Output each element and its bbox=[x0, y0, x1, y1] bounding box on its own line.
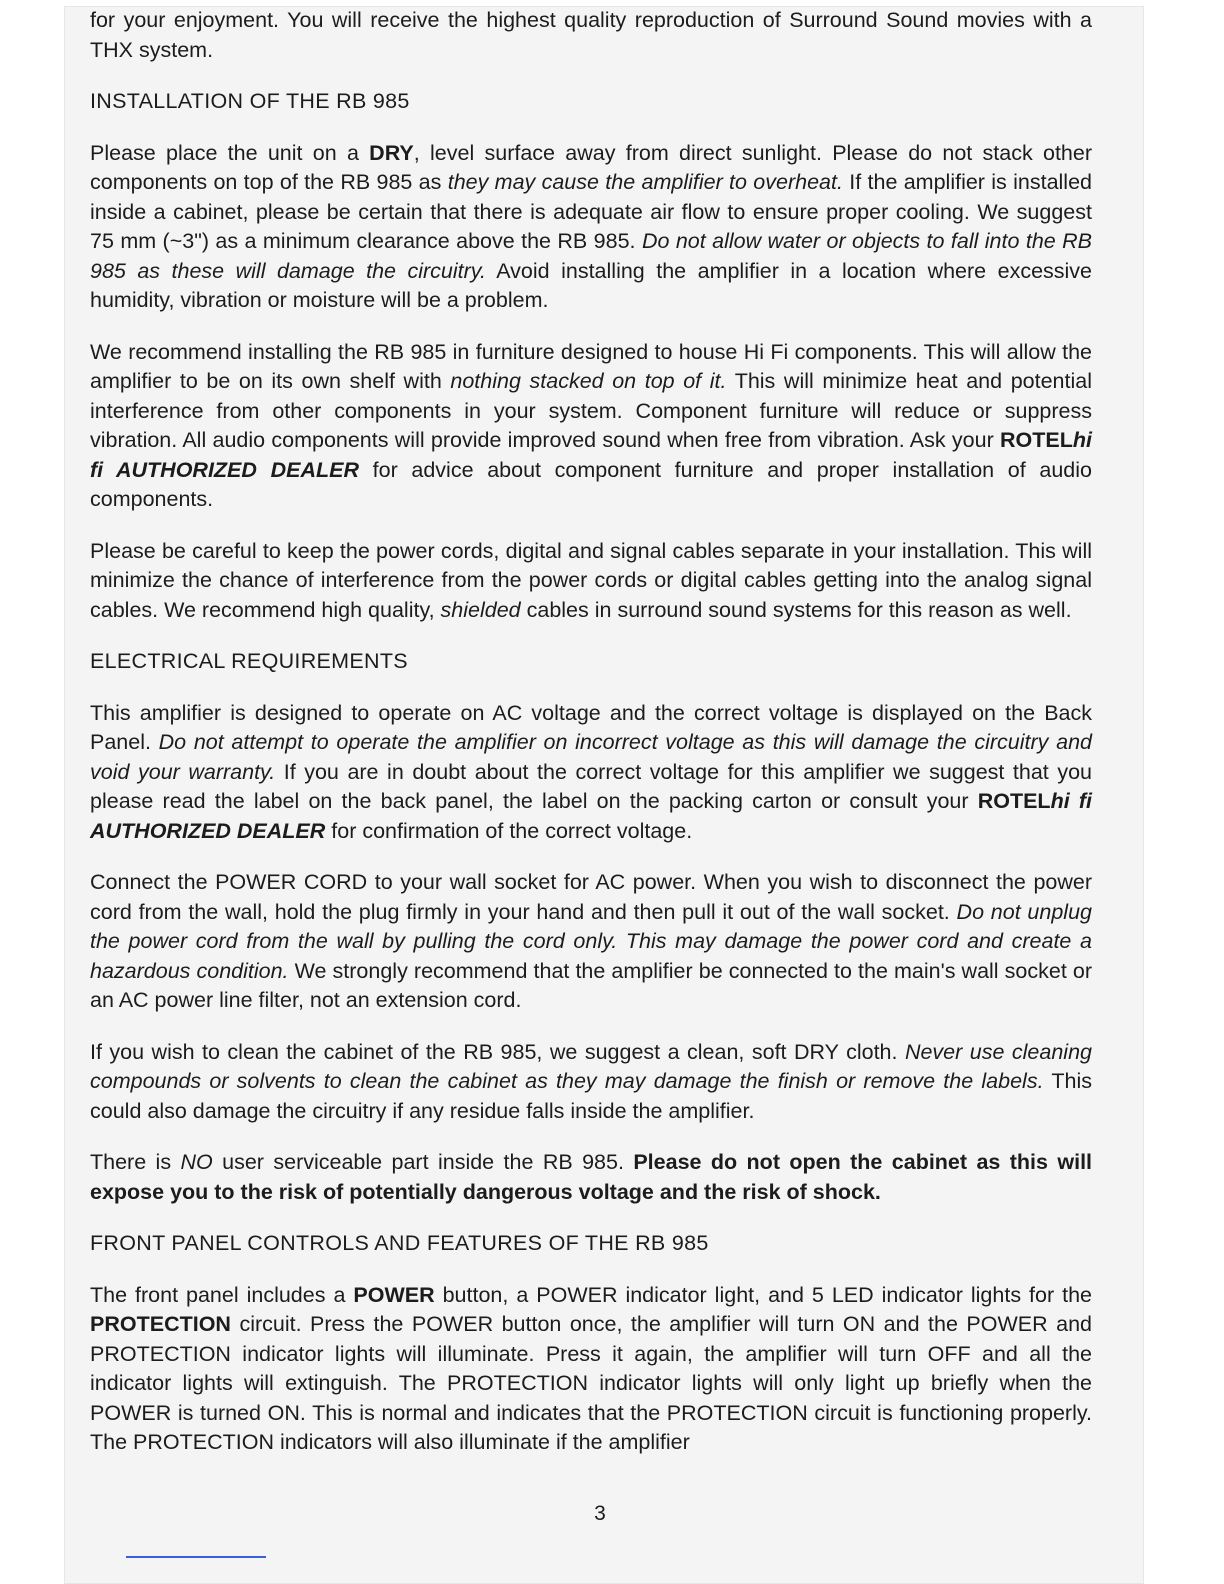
document-body bbox=[90, 6, 1092, 1480]
electrical-paragraph-3 bbox=[90, 1038, 1092, 1127]
text-run: , level surface away from direct sunlight. Please do not stack other components on top of the RB 985 as bbox=[90, 140, 1092, 194]
italic-warning: Do not attempt to operate the amplifier on incorrect voltage as this will damage the circuitry and void your warranty. bbox=[90, 730, 1092, 784]
intro-paragraph bbox=[90, 6, 1092, 65]
installation-paragraph-1 bbox=[90, 139, 1092, 316]
page-number: 3 bbox=[594, 1502, 606, 1525]
text-run: for confirmation of the correct voltage. bbox=[325, 818, 693, 843]
shock-warning: Please do not open the cabinet as this will expose you to the risk of potentially dangerous voltage and the risk of shock. bbox=[90, 1150, 1093, 1204]
intro-text: for your enjoyment. You will receive the highest quality reproduction of Surround Sound movies with a THX system. bbox=[90, 8, 1092, 62]
shielded-emphasis: shielded bbox=[440, 597, 521, 622]
power-emphasis: POWER bbox=[353, 1282, 435, 1307]
text-run: circuit. Press the POWER button once, the amplifier will turn ON and the POWER and PROTECTION indicator lights will illuminate. Press it again, the amplifier will turn OFF and all the indicator lights will extinguish. The PROTECTION indicator lights will only light up briefly when the POWER is turned ON. This is normal and indicates that the PROTECTION circuit is functioning properly. The PROTECTION indicators will also illuminate if the amplifier bbox=[90, 1312, 1092, 1454]
text-run: This will minimize heat and potential interference from other components in your system. Component furniture will reduce or suppress vibration. All audio components will provide improved sound when free from vibration. Ask your bbox=[90, 369, 1092, 452]
italic-warning: Never use cleaning compounds or solvents to clean the cabinet as they may damage the finish or remove the labels. bbox=[90, 1039, 1092, 1093]
text-run: This amplifier is designed to operate on AC voltage and the correct voltage is displayed on the Back Panel. bbox=[90, 700, 1092, 754]
electrical-paragraph-4 bbox=[90, 1148, 1092, 1207]
installation-paragraph-3 bbox=[90, 537, 1092, 626]
text-run: There is bbox=[90, 1150, 181, 1174]
installation-heading: INSTALLATION OF THE RB 985 bbox=[90, 89, 410, 113]
text-run: We strongly recommend that the amplifier be connected to the main's wall socket or an AC power line filter, not an extension cord. bbox=[90, 958, 1092, 1012]
electrical-heading: ELECTRICAL REQUIREMENTS bbox=[90, 649, 408, 673]
protection-emphasis: PROTECTION bbox=[90, 1312, 231, 1336]
footer-link-rule bbox=[126, 1556, 266, 1558]
installation-paragraph-2 bbox=[90, 338, 1092, 515]
electrical-paragraph-2 bbox=[90, 868, 1092, 1016]
italic-warning: they may cause the amplifier to overheat. bbox=[447, 170, 843, 194]
no-emphasis: NO bbox=[180, 1150, 213, 1174]
text-run: Connect the POWER CORD to your wall socket for AC power. When you wish to disconnect the power cord from the wall, hold the plug firmly in your hand and then pull it out of the wall socket. bbox=[90, 870, 1092, 924]
italic-warning: Do not allow water or objects to fall into the RB 985 as these will damage the circuitry. bbox=[90, 229, 1093, 283]
text-run: user serviceable part inside the RB 985. bbox=[212, 1150, 634, 1174]
electrical-paragraph-1 bbox=[90, 699, 1092, 847]
text-run: cables in surround sound systems for this reason as well. bbox=[520, 597, 1072, 622]
brand-name: ROTEL bbox=[977, 789, 1051, 813]
front-panel-heading: FRONT PANEL CONTROLS AND FEATURES OF THE RB 985 bbox=[90, 1231, 709, 1255]
italic-warning: Do not unplug the power cord from the wall by pulling the cord only. This may damage the power cord and create a hazardous condition. bbox=[90, 899, 1092, 983]
text-run: The front panel includes a bbox=[90, 1282, 354, 1307]
text-run: Avoid installing the amplifier in a location where excessive humidity, vibration or moisture will be a problem. bbox=[90, 258, 1093, 312]
text-run: We recommend installing the RB 985 in furniture designed to house Hi Fi components. This will allow the amplifier to be on its own shelf with bbox=[90, 339, 1092, 393]
authorized-dealer: hi fi AUTHORIZED DEALER bbox=[90, 428, 1092, 482]
authorized-dealer: hi fi AUTHORIZED DEALER bbox=[90, 789, 1092, 843]
text-run: If you wish to clean the cabinet of the RB 985, we suggest a clean, soft DRY cloth. bbox=[90, 1039, 905, 1064]
text-run: Please be careful to keep the power cords, digital and signal cables separate in your installation. This will minimize the chance of interference from the power cords or digital cables getting into the analog signal cables. We recommend high quality, bbox=[90, 538, 1092, 622]
text-run: If the amplifier is installed inside a cabinet, please be certain that there is adequate air flow to ensure proper cooling. We suggest 75 mm (~3") as a minimum clearance above the RB 985. bbox=[90, 170, 1092, 253]
italic-warning: nothing stacked on top of it. bbox=[450, 369, 727, 393]
brand-name: ROTEL bbox=[1000, 428, 1073, 452]
text-run: for advice about component furniture and proper installation of audio components. bbox=[90, 457, 1092, 511]
text-run: This could also damage the circuitry if any residue falls inside the amplifier. bbox=[90, 1069, 1092, 1123]
front-panel-paragraph-1 bbox=[90, 1281, 1092, 1458]
text-run: button, a POWER indicator light, and 5 LED indicator lights for the bbox=[434, 1282, 1092, 1307]
dry-emphasis: DRY bbox=[369, 140, 414, 165]
text-run: Please place the unit on a bbox=[90, 140, 370, 165]
text-run: If you are in doubt about the correct voltage for this amplifier we suggest that you please read the label on the back panel, the label on the packing carton or consult your bbox=[90, 759, 1092, 813]
